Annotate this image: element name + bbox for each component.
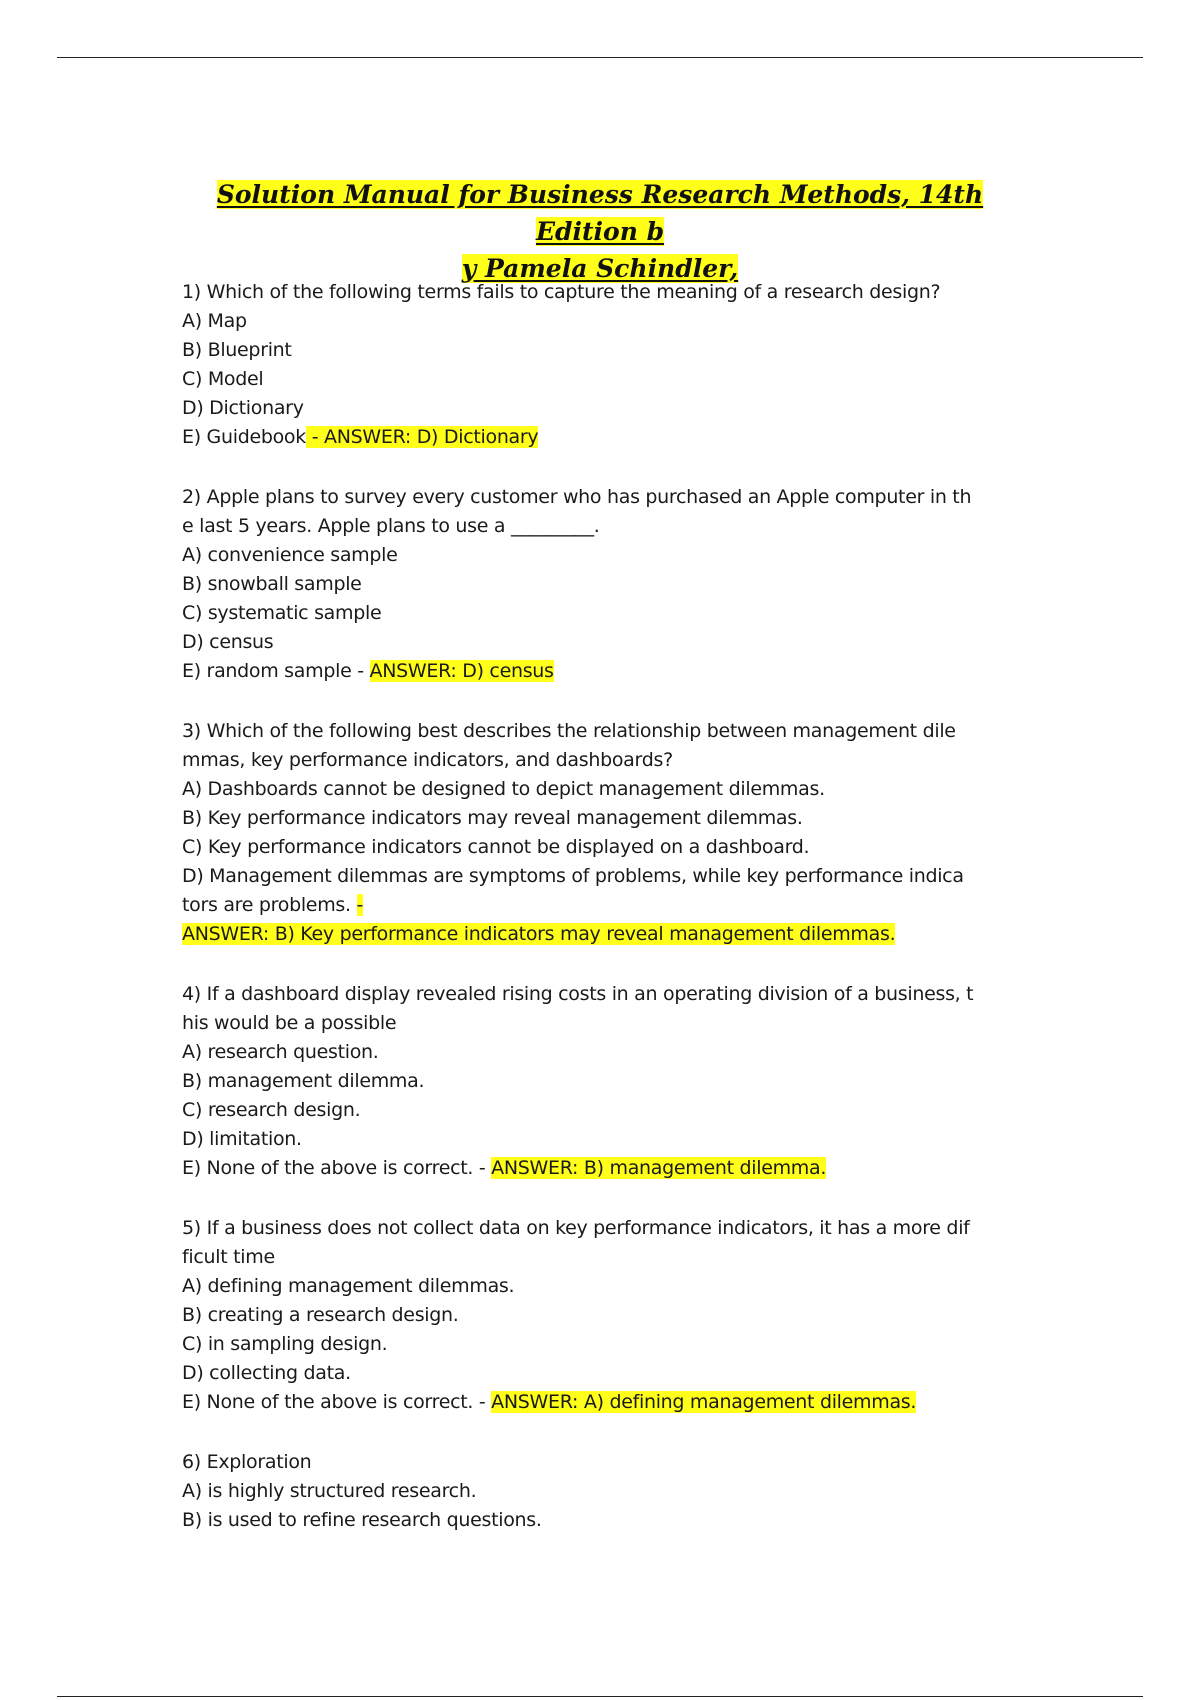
option-e [182, 423, 1062, 452]
document-title [180, 176, 1020, 287]
answer-highlight: - ANSWER: D) Dictionary [305, 426, 539, 448]
question-stem: 1) Which of the following terms fails to capture the meaning of a research design? [182, 281, 941, 303]
option-a: A) is highly structured research. [182, 1480, 477, 1502]
answer-highlight: ANSWER: D) census [369, 660, 554, 682]
question-6 [182, 1448, 1062, 1535]
option-a: A) Map [182, 310, 247, 332]
question-stem-continued: mmas, key performance indicators, and dashboards? [182, 749, 673, 771]
answer-line [182, 920, 1062, 949]
option-b: B) management dilemma. [182, 1070, 425, 1092]
option-b: B) Blueprint [182, 339, 292, 361]
option-c: C) Model [182, 368, 264, 390]
option-text: E) random sample - [182, 660, 370, 682]
question-2 [182, 483, 1062, 686]
bottom-rule [57, 1696, 1143, 1697]
option-e [182, 1388, 1062, 1417]
option-e [182, 657, 1062, 686]
question-4 [182, 980, 1062, 1183]
option-b: B) snowball sample [182, 573, 362, 595]
answer-highlight: ANSWER: B) Key performance indicators may reveal management dilemmas. [182, 923, 896, 945]
option-b: B) creating a research design. [182, 1304, 459, 1326]
option-text: E) None of the above is correct. - [182, 1157, 492, 1179]
option-a: A) research question. [182, 1041, 379, 1063]
option-d: D) limitation. [182, 1128, 302, 1150]
question-stem: 5) If a business does not collect data on key performance indicators, it has a more dif [182, 1217, 970, 1239]
question-1 [182, 278, 1062, 452]
top-rule [57, 57, 1143, 58]
question-stem: 3) Which of the following best describes the relationship between management dile [182, 720, 956, 742]
question-stem: 4) If a dashboard display revealed rising costs in an operating division of a business, t [182, 983, 974, 1005]
option-text: tors are problems. [182, 894, 357, 916]
answer-highlight: ANSWER: A) defining management dilemmas. [491, 1391, 917, 1413]
option-a: A) Dashboards cannot be designed to depict management dilemmas. [182, 778, 825, 800]
option-c: C) research design. [182, 1099, 361, 1121]
option-b: B) is used to refine research questions. [182, 1509, 542, 1531]
title-line-1: Solution Manual for Business Research Methods, 14th Edition b [216, 180, 984, 246]
question-stem-continued: ficult time [182, 1246, 275, 1268]
question-stem-continued: e last 5 years. Apple plans to use a _________. [182, 515, 600, 537]
question-stem: 6) Exploration [182, 1451, 312, 1473]
question-5 [182, 1214, 1062, 1417]
option-text: E) Guidebook [182, 426, 306, 448]
title-line-2: y Pamela Schindler, [461, 254, 739, 283]
answer-dash: - [356, 894, 364, 916]
option-c: C) systematic sample [182, 602, 382, 624]
option-d-continued [182, 891, 1062, 920]
option-d: D) collecting data. [182, 1362, 351, 1384]
option-c: C) in sampling design. [182, 1333, 388, 1355]
option-d: D) Dictionary [182, 397, 304, 419]
question-list [182, 278, 1062, 1535]
question-stem-continued: his would be a possible [182, 1012, 397, 1034]
option-b: B) Key performance indicators may reveal management dilemmas. [182, 807, 803, 829]
option-a: A) defining management dilemmas. [182, 1275, 515, 1297]
option-a: A) convenience sample [182, 544, 398, 566]
question-3 [182, 717, 1062, 949]
option-text: E) None of the above is correct. - [182, 1391, 492, 1413]
option-d: D) census [182, 631, 274, 653]
option-d: D) Management dilemmas are symptoms of problems, while key performance indica [182, 865, 964, 887]
question-stem: 2) Apple plans to survey every customer who has purchased an Apple computer in th [182, 486, 972, 508]
option-c: C) Key performance indicators cannot be displayed on a dashboard. [182, 836, 810, 858]
option-e [182, 1154, 1062, 1183]
answer-highlight: ANSWER: B) management dilemma. [491, 1157, 827, 1179]
